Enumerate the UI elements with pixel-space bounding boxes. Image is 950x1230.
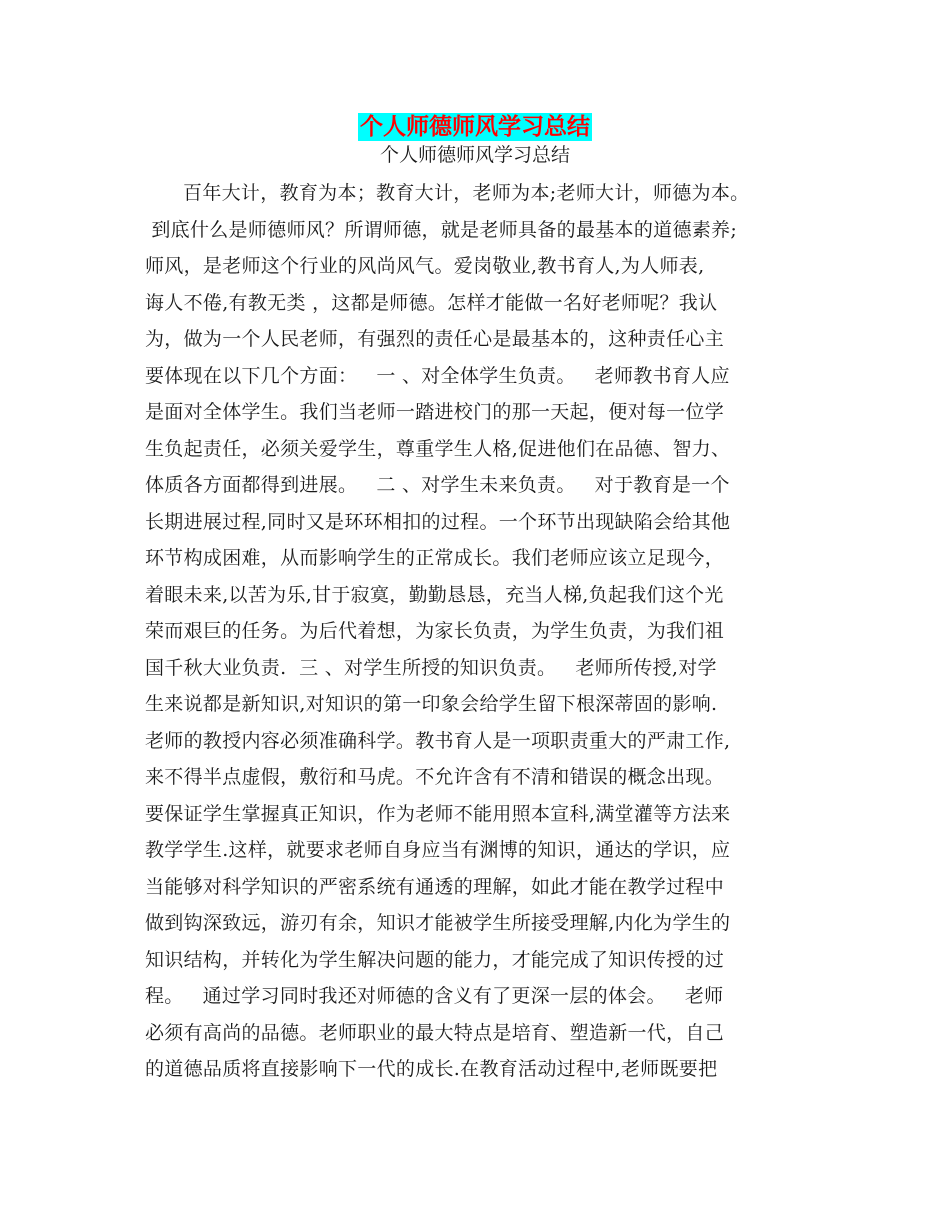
body-line: 到底什么是师德师风？所谓师德，就是老师具备的最基本的道德素养; bbox=[145, 218, 738, 241]
body-line: 生来说都是新知识,对知识的第一印象会给学生留下根深蒂固的影响. bbox=[145, 693, 718, 715]
document-body bbox=[145, 175, 825, 1088]
body-line: 必须有高尚的品德。老师职业的最大特点是培育、塑造新一代，自己 bbox=[145, 1021, 725, 1044]
body-line: 着眼未来,以苦为乐,甘于寂寞，勤勤恳恳，充当人梯,负起我们这个光 bbox=[145, 583, 724, 606]
body-line: 师风，是老师这个行业的风尚风气。爱岗敬业,教书育人,为人师表, bbox=[145, 255, 705, 277]
body-line: 程。 通过学习同时我还对师德的含义有了更深一层的体会。 老师 bbox=[145, 985, 724, 1007]
body-line: 做到钩深致远，游刃有余，知识才能被学生所接受理解,内化为学生的 bbox=[145, 912, 731, 934]
body-line: 的道德品质将直接影响下一代的成长.在教育活动过程中,老师既要把 bbox=[145, 1058, 718, 1080]
body-line: 体质各方面都得到进展。 二 、对学生未来负责。 对于教育是一个 bbox=[145, 474, 730, 496]
body-line: 老师的教授内容必须准确科学。教书育人是一项职责重大的严肃工作, bbox=[145, 729, 731, 752]
body-line: 当能够对科学知识的严密系统有通透的理解，如此才能在教学过程中 bbox=[145, 875, 725, 898]
body-line: 要保证学生掌握真正知识，作为老师不能用照本宣科,满堂灌等方法来 bbox=[145, 802, 731, 825]
body-line: 要体现在以下几个方面： 一 、对全体学生负责。 老师教书育人应 bbox=[145, 364, 730, 387]
body-line: 百年大计，教育为本；教育大计，老师为本;老师大计，师德为本。 bbox=[145, 182, 750, 204]
body-line: 教学学生.这样，就要求老师自身应当有渊博的知识，通达的学识，应 bbox=[145, 839, 731, 861]
body-line: 环节构成困难，从而影响学生的正常成长。我们老师应该立足现今， bbox=[145, 547, 725, 569]
body-line: 国千秋大业负责. 三 、对学生所授的知识负责。 老师所传授,对学 bbox=[145, 656, 717, 679]
subtitle-container bbox=[0, 142, 950, 168]
body-line: 诲人不倦,有教无类 ，这都是师德。怎样才能做一名好老师呢？我认 bbox=[145, 291, 718, 314]
body-line: 生负起责任，必须关爱学生，尊重学生人格,促进他们在品德、智力、 bbox=[145, 437, 731, 460]
body-line: 长期进展过程,同时又是环环相扣的过程。一个环节出现缺陷会给其他 bbox=[145, 510, 731, 533]
body-line: 是面对全体学生。我们当老师一踏进校门的那一天起，便对每一位学 bbox=[145, 401, 725, 423]
title-container bbox=[0, 113, 950, 141]
document-title: 个人师德师风学习总结 bbox=[360, 113, 590, 140]
body-line: 来不得半点虚假，敷衍和马虎。不允许含有不清和错误的概念出现。 bbox=[145, 766, 725, 788]
body-line: 为，做为一个人民老师，有强烈的责任心是最基本的，这种责任心主 bbox=[145, 328, 725, 350]
body-line: 荣而艰巨的任务。为后代着想，为家长负责，为学生负责，为我们祖 bbox=[145, 620, 725, 642]
document-subtitle: 个人师德师风学习总结 bbox=[379, 144, 570, 166]
body-line: 知识结构，并转化为学生解决问题的能力，才能完成了知识传授的过 bbox=[145, 948, 725, 971]
